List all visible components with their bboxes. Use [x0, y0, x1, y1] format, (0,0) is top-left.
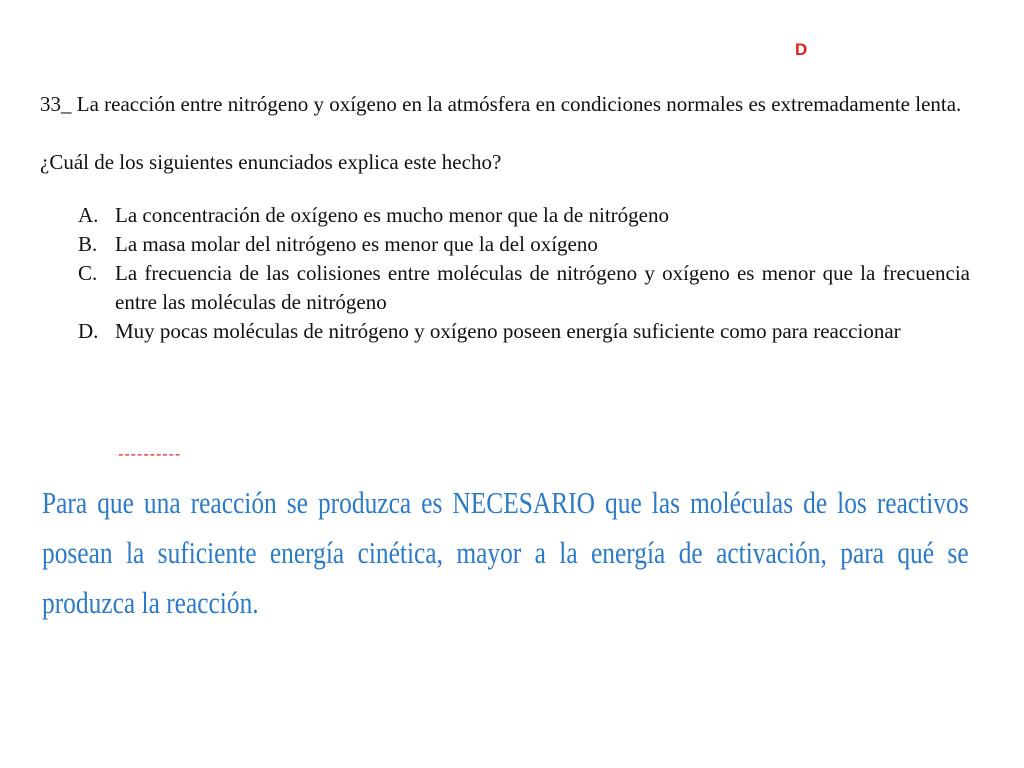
option-text: Muy pocas moléculas de nitrógeno y oxígeno poseen energía suficiente como para reaccionar [115, 319, 901, 343]
answer-key-label: D [795, 40, 808, 59]
options-list [40, 201, 970, 346]
option-c [40, 259, 970, 317]
option-b [40, 230, 970, 259]
question-text: 33_ La reacción entre nitrógeno y oxígeno en la atmósfera en condiciones normales es extremadamente lenta. [40, 92, 962, 116]
option-letter: A. [78, 203, 99, 227]
option-text: La masa molar del nitrógeno es menor que la del oxígeno [115, 232, 598, 256]
option-letter: C. [78, 261, 98, 285]
option-text: La concentración de oxígeno es mucho menor que la de nitrógeno [115, 203, 669, 227]
question-prompt: ¿Cuál de los siguientes enunciados explica este hecho? [40, 150, 502, 174]
option-d [40, 317, 970, 346]
explanation-text: Para que una reacción se produzca es NECESARIO que las moléculas de los reactivos posean la suficiente energía cinética, mayor a la energía de activación, para qué se produzca la reacción. [42, 485, 969, 620]
option-letter: B. [78, 232, 98, 256]
option-letter: D. [78, 319, 99, 343]
separator-line: ---------- [118, 446, 182, 463]
question-block [40, 90, 970, 346]
option-text: La frecuencia de las colisiones entre moléculas de nitrógeno y oxígeno es menor que la frecuencia entre las moléculas de nitrógeno [115, 261, 970, 314]
option-a [40, 201, 970, 230]
